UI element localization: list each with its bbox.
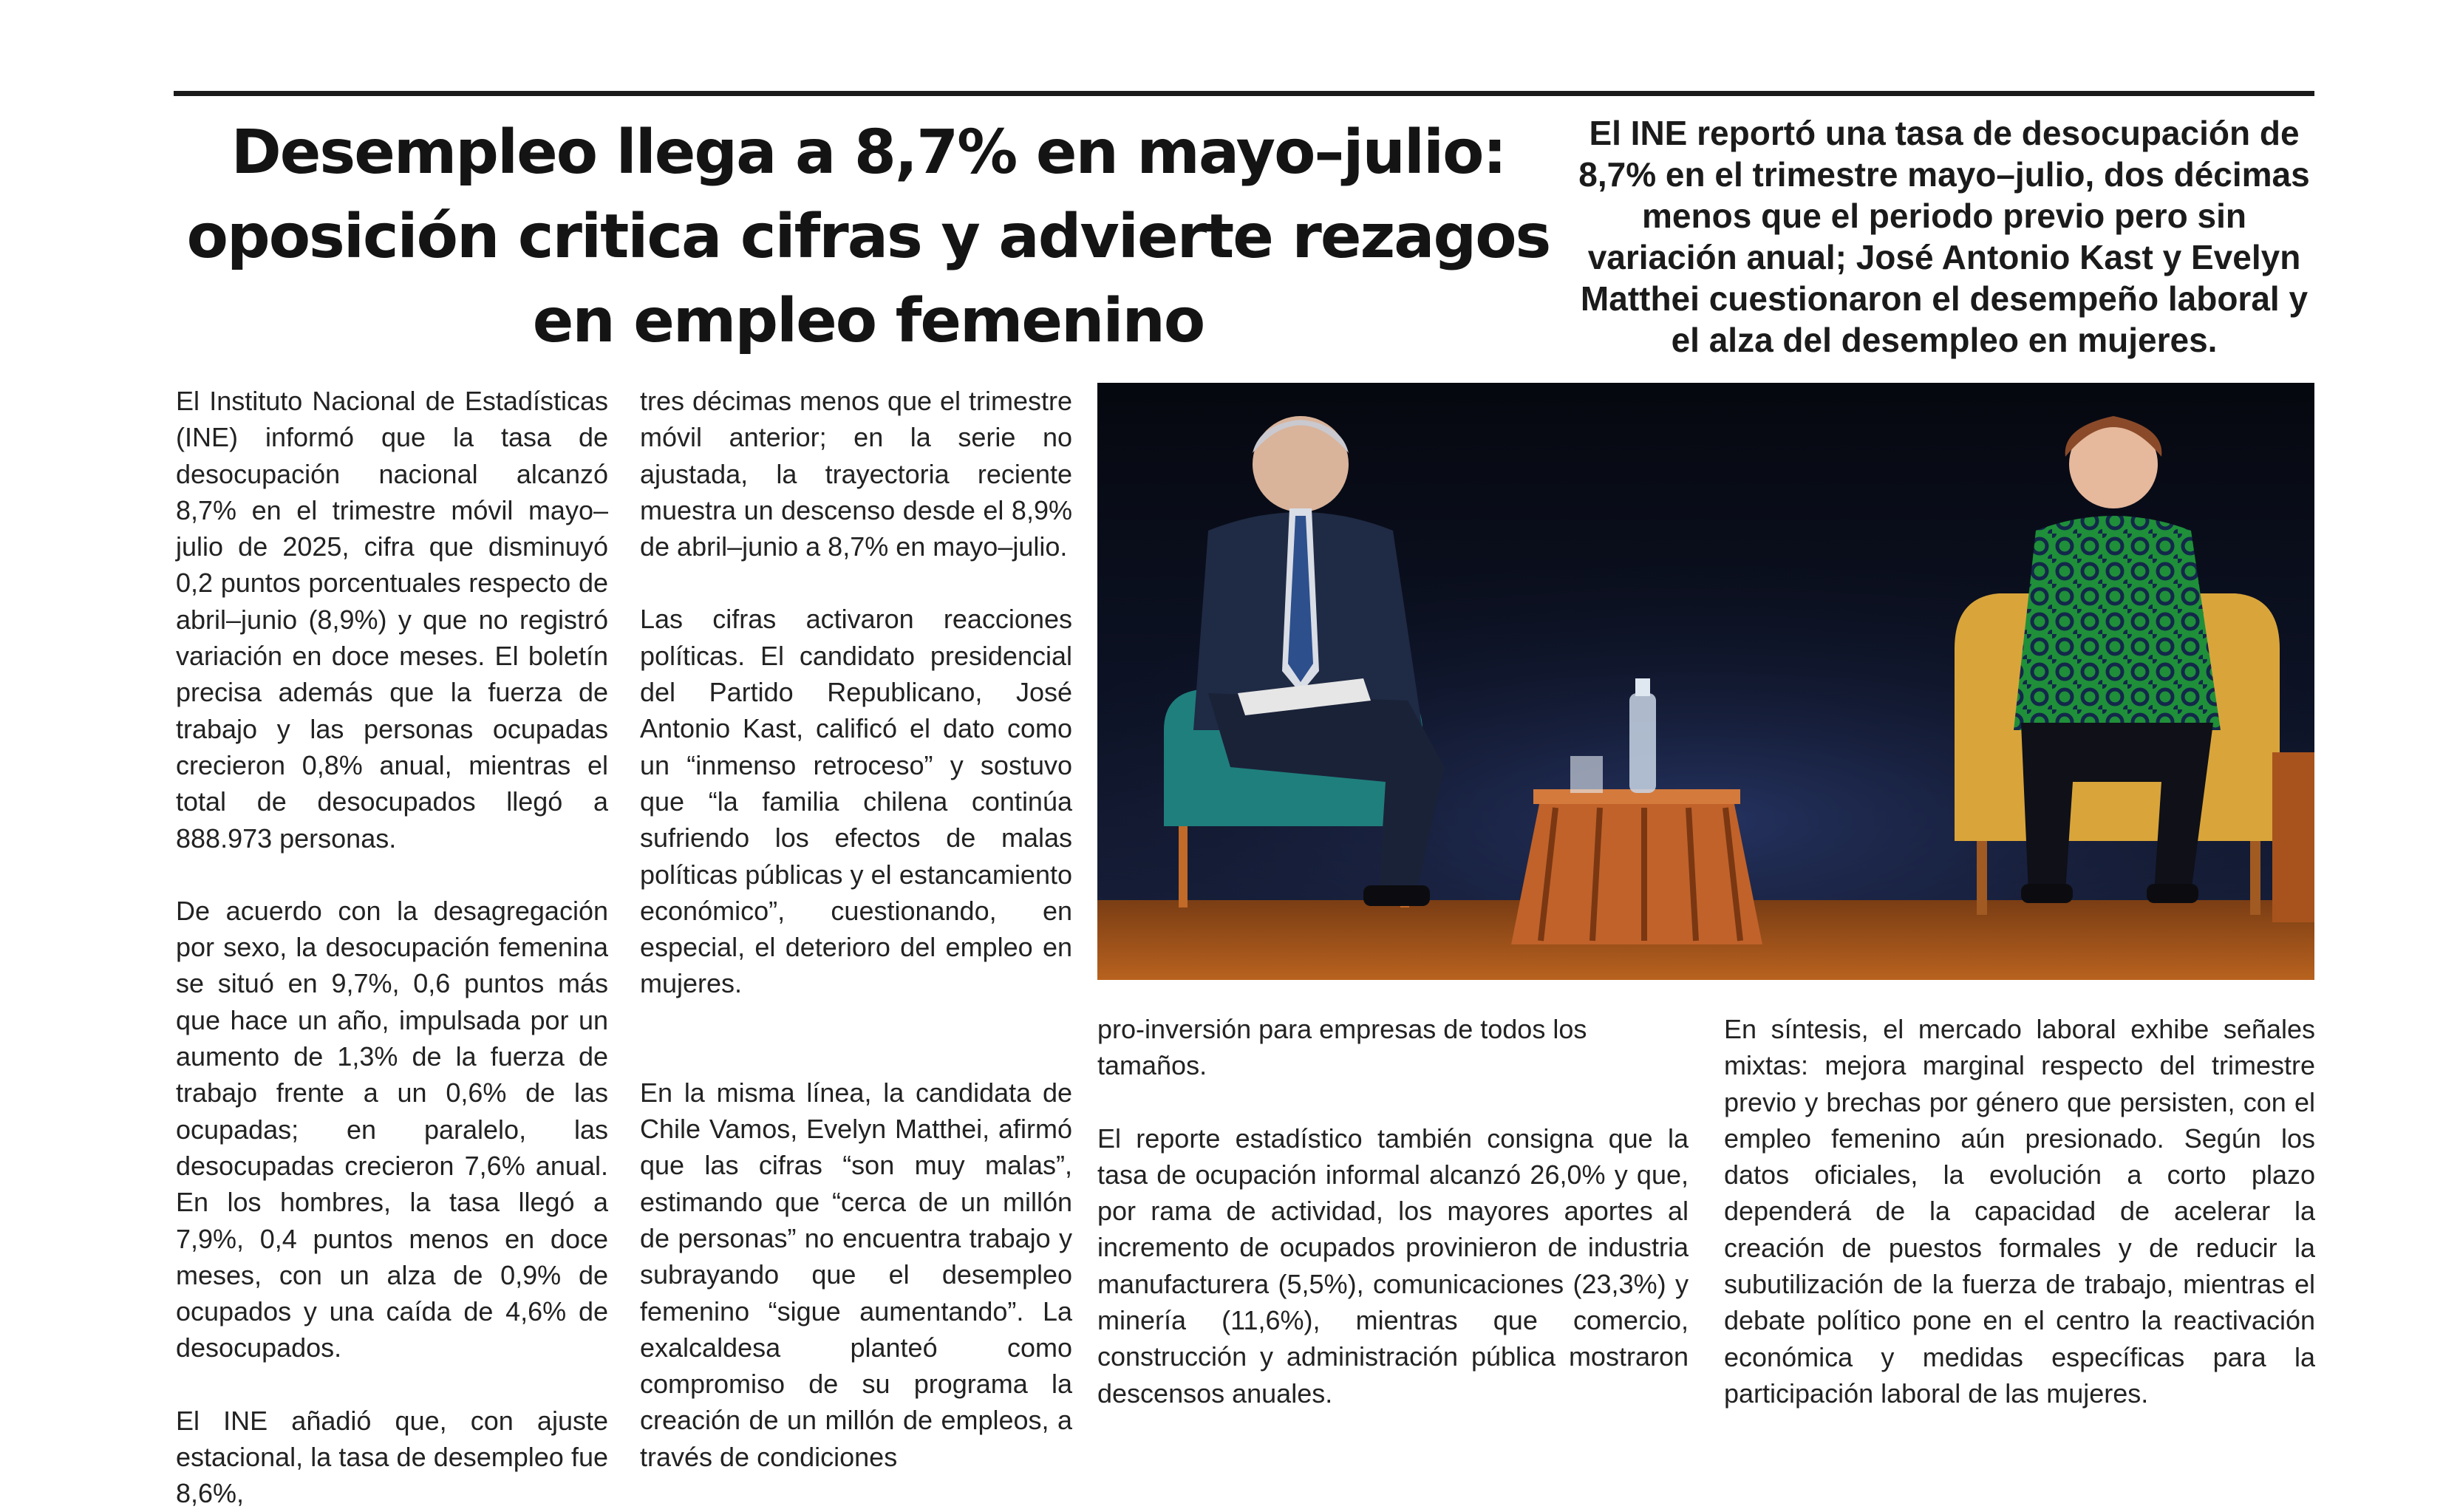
top-rule [174,91,2314,96]
paragraph: tres décimas menos que el trimestre móvil anterior; en la serie no ajustada, la trayectoria reciente muestra un descenso desde el 8,9% de abril–junio a 8,7% en mayo–julio. [640,386,1072,562]
paragraph: En la misma línea, la candidata de Chile Vamos, Evelyn Matthei, afirmó que las cifras “son muy malas”, estimando que “cerca de un millón de personas” no encuentra trabajo y subrayando que el desempleo femenino “sigue aumentando”. La exalcaldesa planteó como compromiso de su programa la creación de un millón de empleos, a través de condiciones [640,1077,1072,1472]
paragraph: De acuerdo con la desagregación por sexo, la desocupación femenina se situó en 9,7%, 0,6 puntos más que hace un año, impulsada por un aumento de 1,3% de la fuerza de trabajo frente a un 0,6% de las ocupadas; en paralelo, las desocupadas crecieron 7,6% anual. En los hombres, la tasa llegó a 7,9%, 0,4 puntos menos en doce meses, con un alza de 0,9% de ocupados y una caída de 4,6% de desocupados. [176,895,608,1363]
paragraph: El Instituto Nacional de Estadísticas (INE) informó que la tasa de desocupación nacional alcanzó 8,7% en el trimestre móvil mayo–julio de 2025, cifra que disminuyó 0,2 puntos porcentuales respecto de abril–junio (8,9%) y que no registró variación en doce meses. El boletín precisa además que la fuerza de trabajo y las personas ocupadas crecieron 0,8% anual, mientras el total de desocupados llegó a 888.973 personas. [176,386,608,854]
headline: Desempleo llega a 8,7% en mayo–julio: oposición critica cifras y advierte rezagos en empleo femenino [186,118,1550,356]
deck-summary: El INE reportó una tasa de desocupación de 8,7% en el trimestre mayo–julio, dos décimas menos que el periodo previo pero sin variación anual; José Antonio Kast y Evelyn Matthei cuestionaron el desempeño laboral y el alza del desempleo en mujeres. [1578,114,2310,359]
paragraph: El reporte estadístico también consigna que la tasa de ocupación informal alcanzó 26,0% y que, por rama de actividad, los mayores aportes al incremento de ocupados provinieron de industria manufacturera (5,5%), comunicaciones (23,3%) y minería (11,6%), mientras que comercio, construcción y administración pública mostraron descensos anuales. [1097,1123,1689,1409]
paragraph: Las cifras activaron reacciones políticas. El candidato presidencial del Partido Republicano, José Antonio Kast, calificó el dato como un “inmenso retroceso” y sostuvo que “la familia chilena continúa sufriendo los efectos de malas políticas públicas y el estancamiento económico”, cuestionando, en especial, el deterioro del empleo en mujeres. [640,604,1072,999]
paragraph: El INE añadió que, con ajuste estacional, la tasa de desempleo fue 8,6%, [176,1405,608,1509]
paragraph: pro-inversión para empresas de todos los tamaños. [1097,1014,1587,1081]
text-column-1 [176,383,608,1512]
text-column-2 [640,383,1072,1475]
paragraph: En síntesis, el mercado laboral exhibe señales mixtas: mejora marginal respecto del trimestre previo y brechas por género que persisten, con el empleo femenino aún presionado. Según los datos oficiales, la evolución a corto plazo dependerá de la capacidad de acelerar la creación de puestos formales y de reducir la subutilización de la fuerza de trabajo, mientras el debate político pone en el centro la reactivación económica y medidas específicas para la participación laboral de las mujeres. [1724,1014,2315,1409]
text-column-4 [1724,1011,2315,1411]
article-photo [1097,383,2314,980]
text-column-3 [1097,1011,1689,1411]
